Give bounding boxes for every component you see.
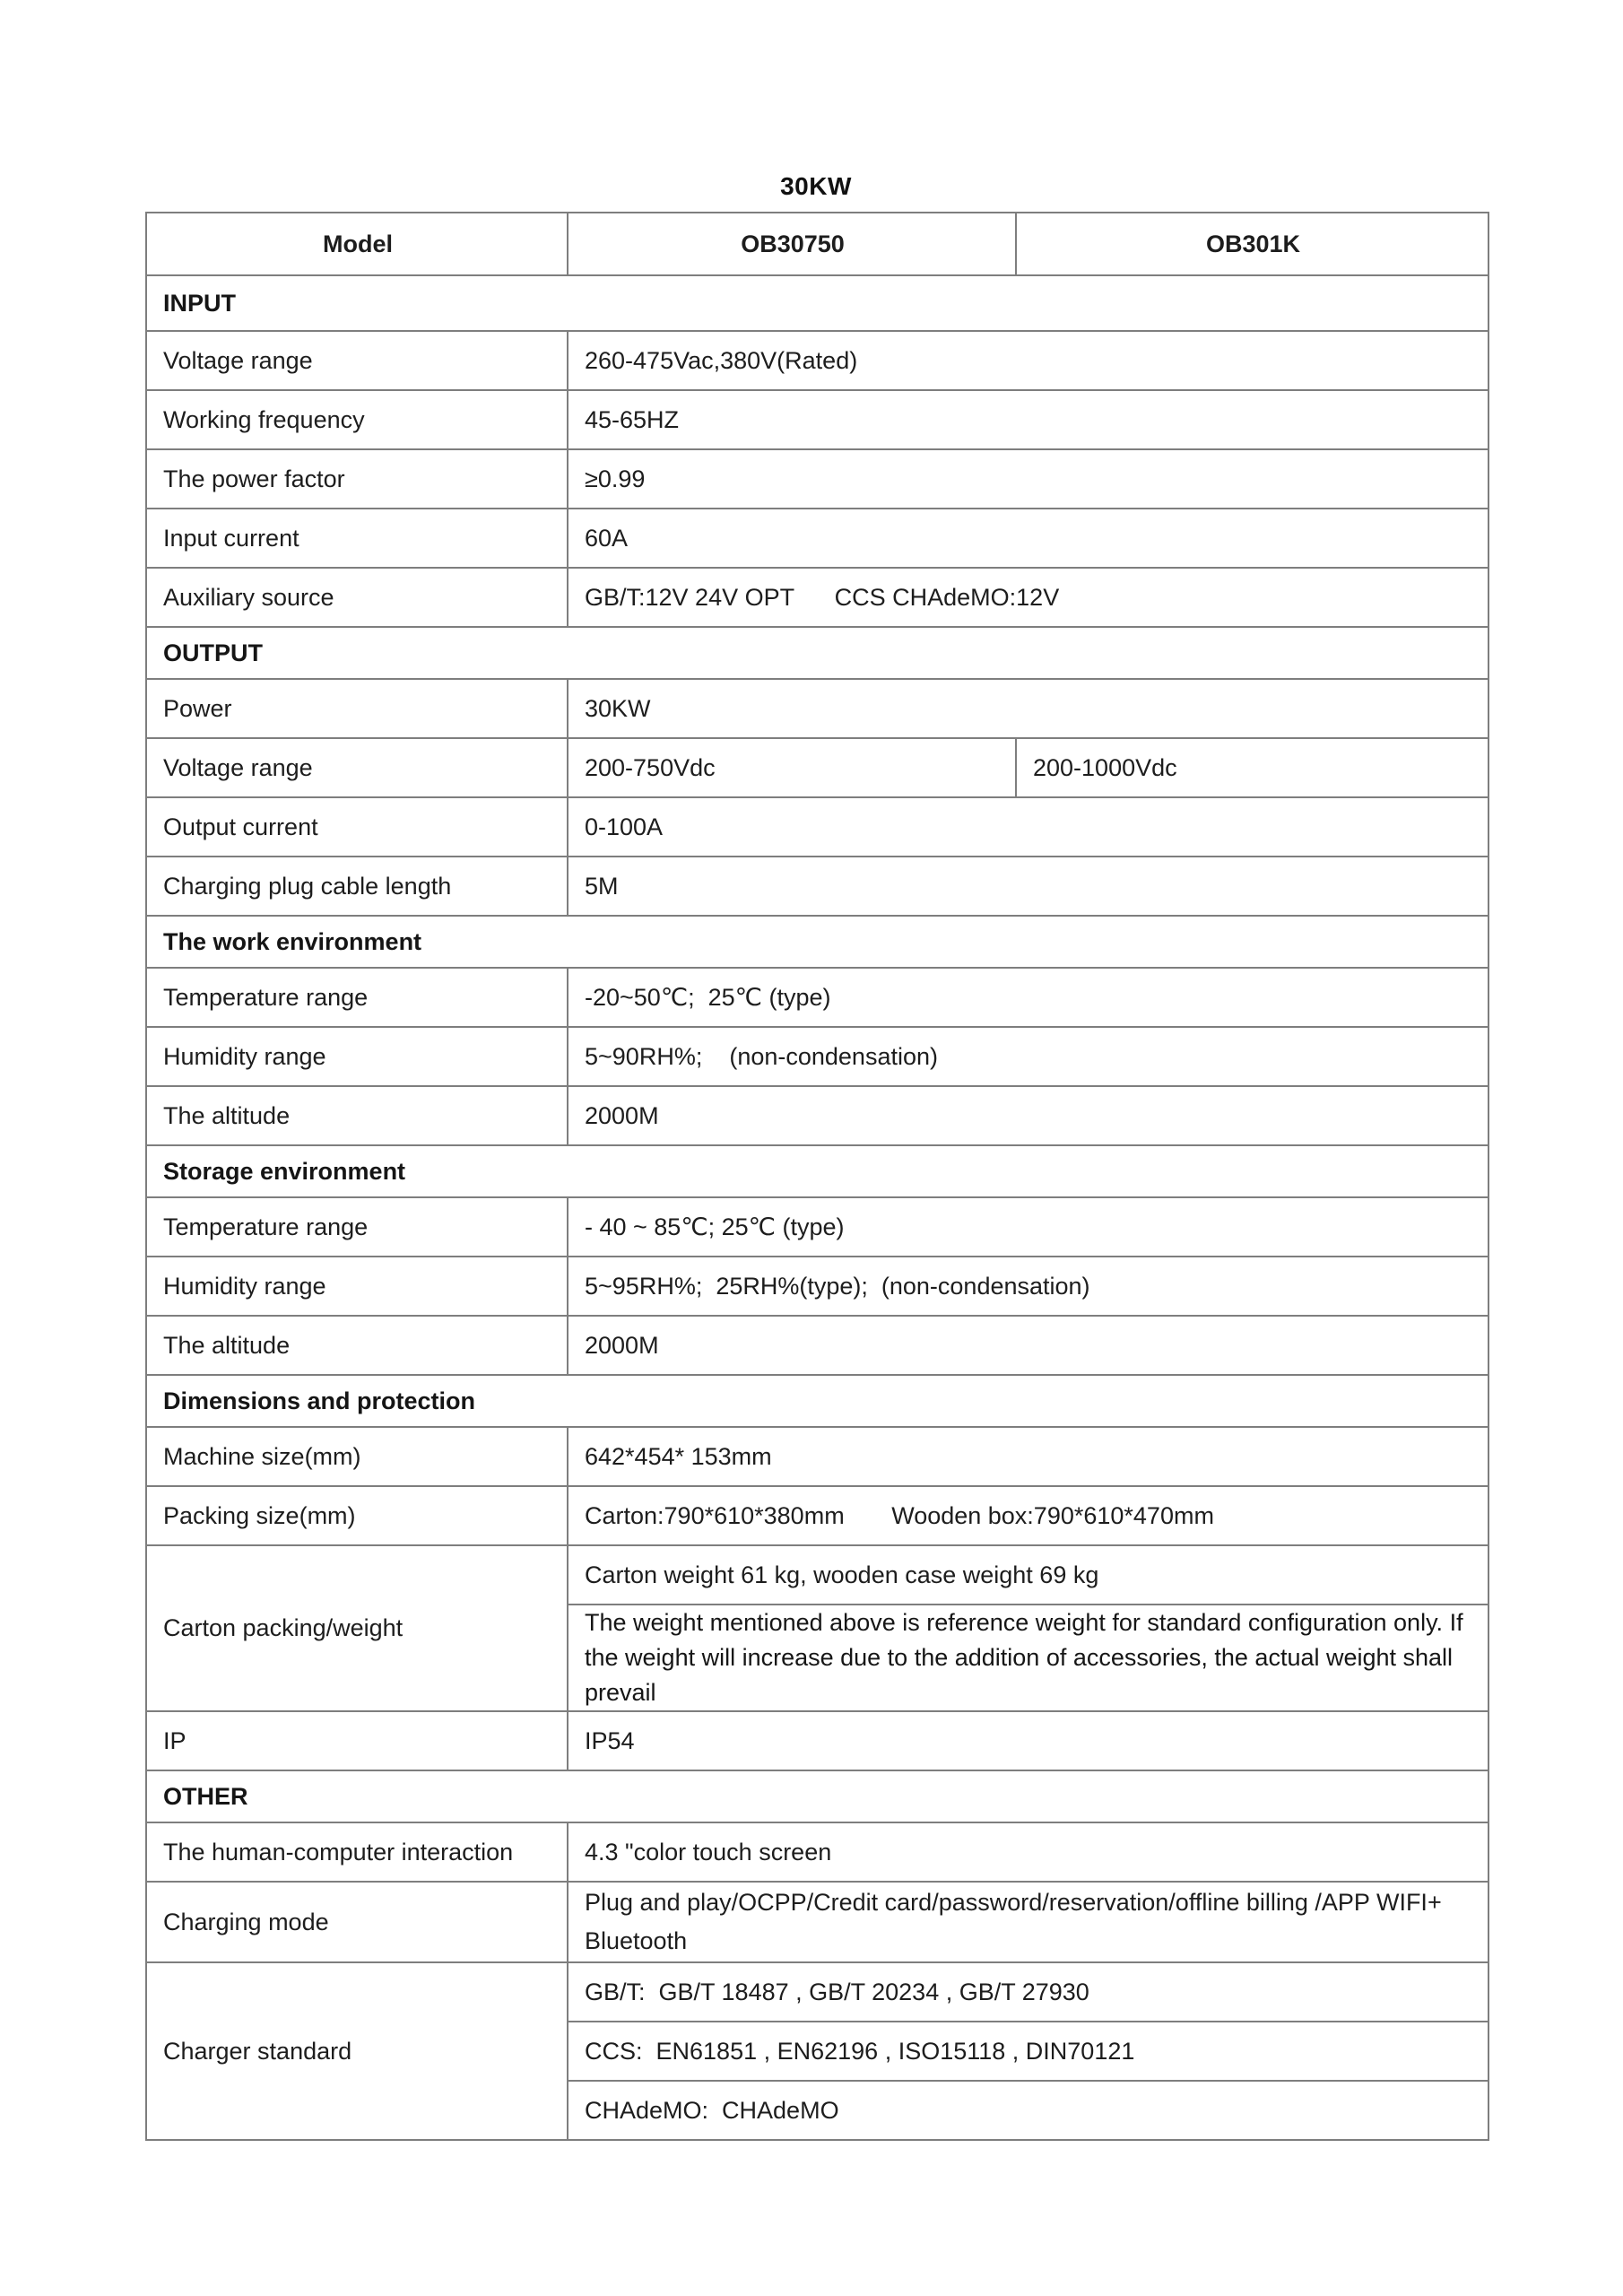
row-value: ≥0.99 <box>568 449 1488 509</box>
section-row <box>146 627 1488 679</box>
row-value-col1: 200-750Vdc <box>568 738 1016 797</box>
row-label: The power factor <box>146 449 568 509</box>
row-label: Voltage range <box>146 331 568 390</box>
spec-table <box>145 212 1489 2141</box>
section-label: Storage environment <box>146 1145 1488 1197</box>
row-label: The human-computer interaction <box>146 1822 568 1882</box>
row-label: Auxiliary source <box>146 568 568 627</box>
section-row <box>146 1770 1488 1822</box>
table-row <box>146 1486 1488 1545</box>
row-value: 642*454* 153mm <box>568 1427 1488 1486</box>
row-value: 30KW <box>568 679 1488 738</box>
row-value: GB/T:12V 24V OPT CCS CHAdeMO:12V <box>568 568 1488 627</box>
row-value: 5M <box>568 857 1488 916</box>
section-row <box>146 275 1488 331</box>
row-label: Humidity range <box>146 1027 568 1086</box>
row-label: IP <box>146 1711 568 1770</box>
row-label: Model <box>146 213 568 275</box>
row-value-col2: OB301K <box>1016 213 1488 275</box>
row-value: CHAdeMO: CHAdeMO <box>568 2081 1488 2140</box>
row-value: IP54 <box>568 1711 1488 1770</box>
row-value-col1: OB30750 <box>568 213 1016 275</box>
row-value: 4.3 "color touch screen <box>568 1822 1488 1882</box>
section-row <box>146 1375 1488 1427</box>
table-row-3col <box>146 213 1488 275</box>
row-label: Charger standard <box>146 1962 568 2140</box>
row-label: Power <box>146 679 568 738</box>
row-label: Working frequency <box>146 390 568 449</box>
table-row <box>146 1882 1488 1962</box>
table-row <box>146 449 1488 509</box>
row-label: The altitude <box>146 1086 568 1145</box>
row-label: Charging mode <box>146 1882 568 1962</box>
table-row <box>146 1086 1488 1145</box>
table-row <box>146 968 1488 1027</box>
table-row <box>146 797 1488 857</box>
row-value: 2000M <box>568 1316 1488 1375</box>
row-value: Carton weight 61 kg, wooden case weight 69 kg <box>568 1545 1488 1605</box>
row-value: 5~95RH%; 25RH%(type); (non-condensation) <box>568 1257 1488 1316</box>
section-row <box>146 916 1488 968</box>
row-label: Output current <box>146 797 568 857</box>
row-value-col2: 200-1000Vdc <box>1016 738 1488 797</box>
section-label: OUTPUT <box>146 627 1488 679</box>
table-row <box>146 331 1488 390</box>
table-row <box>146 568 1488 627</box>
row-value: Carton:790*610*380mm Wooden box:790*610*470mm <box>568 1486 1488 1545</box>
row-label: Packing size(mm) <box>146 1486 568 1545</box>
row-value: 2000M <box>568 1086 1488 1145</box>
row-label: Voltage range <box>146 738 568 797</box>
section-label: Dimensions and protection <box>146 1375 1488 1427</box>
row-label: Temperature range <box>146 968 568 1027</box>
row-value: The weight mentioned above is reference weight for standard configuration only. If the weight will increase due to the addition of accessories, the actual weight shall prevail <box>568 1605 1488 1711</box>
table-row <box>146 1027 1488 1086</box>
table-row-3col <box>146 738 1488 797</box>
section-label: OTHER <box>146 1770 1488 1822</box>
row-label: Humidity range <box>146 1257 568 1316</box>
row-label: Temperature range <box>146 1197 568 1257</box>
table-row <box>146 1822 1488 1882</box>
row-value: 5~90RH%; (non-condensation) <box>568 1027 1488 1086</box>
page-title: 30KW <box>780 172 852 200</box>
row-value: -20~50℃; 25℃ (type) <box>568 968 1488 1027</box>
table-row <box>146 679 1488 738</box>
section-label: INPUT <box>146 275 1488 331</box>
table-row <box>146 857 1488 916</box>
table-row <box>146 1711 1488 1770</box>
table-row <box>146 1316 1488 1375</box>
row-value: 45-65HZ <box>568 390 1488 449</box>
row-value: 260-475Vac,380V(Rated) <box>568 331 1488 390</box>
row-value: GB/T: GB/T 18487 , GB/T 20234 , GB/T 27930 <box>568 1962 1488 2022</box>
row-value: - 40 ~ 85℃; 25℃ (type) <box>568 1197 1488 1257</box>
table-row <box>146 390 1488 449</box>
row-label: Input current <box>146 509 568 568</box>
table-row <box>146 1257 1488 1316</box>
table-row-group <box>146 1545 1488 1605</box>
row-value: 0-100A <box>568 797 1488 857</box>
row-label: Charging plug cable length <box>146 857 568 916</box>
table-row-group <box>146 1962 1488 2022</box>
row-value: Plug and play/OCPP/Credit card/password/reservation/offline billing /APP WIFI+ Bluetooth <box>568 1882 1488 1962</box>
row-value: 60A <box>568 509 1488 568</box>
table-row <box>146 1427 1488 1486</box>
row-value: CCS: EN61851 , EN62196 , ISO15118 , DIN70121 <box>568 2022 1488 2081</box>
row-label: The altitude <box>146 1316 568 1375</box>
row-label: Carton packing/weight <box>146 1545 568 1711</box>
section-label: The work environment <box>146 916 1488 968</box>
table-row <box>146 509 1488 568</box>
table-row <box>146 1197 1488 1257</box>
spec-table-body <box>146 213 1488 2140</box>
section-row <box>146 1145 1488 1197</box>
row-label: Machine size(mm) <box>146 1427 568 1486</box>
